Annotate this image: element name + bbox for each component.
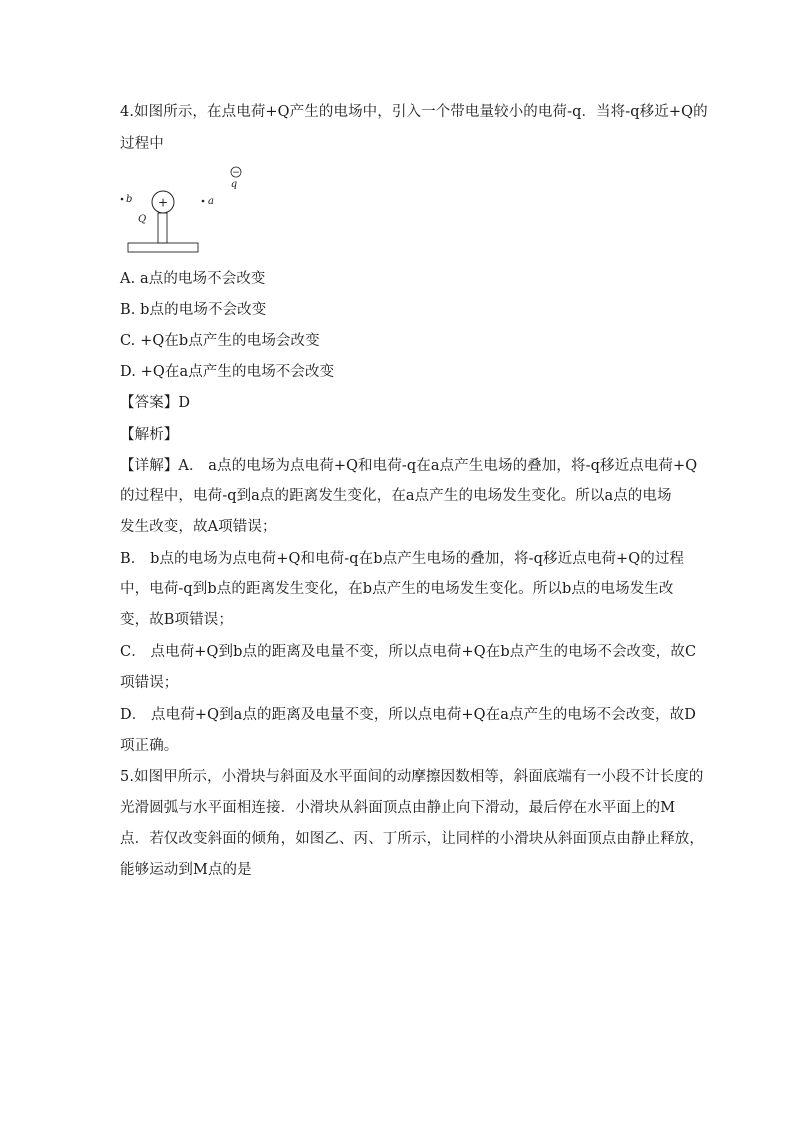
option-a: A. a点的电场不会改变 <box>120 271 266 287</box>
explanation-d-line-2: 项正确。 <box>120 738 179 754</box>
explanation-d-line-1: D． 点电荷+Q到a点的距离及电量不变，所以点电荷+Q在a点产生的电场不会改变，故D <box>120 707 696 723</box>
explanation-a-line-3: 发生改变，故A项错误； <box>120 519 277 535</box>
option-c: C. +Q在b点产生的电场会改变 <box>120 333 320 349</box>
question-5-line-1: 5.如图甲所示，小滑块与斜面及水平面间的动摩擦因数相等，斜面底端有一小段不计长度的 <box>120 769 704 785</box>
label-b: b <box>126 194 133 205</box>
label-Q: Q <box>138 214 147 225</box>
question-5-line-3: 点．若仅改变斜面的倾角，如图乙、丙、丁所示，让同样的小滑块从斜面顶点由静止释放， <box>120 831 704 847</box>
point-b-dot <box>121 198 124 201</box>
explanation-c-line-1: C． 点电荷+Q到b点的距离及电量不变，所以点电荷+Q在b点产生的电场不会改变，故C <box>120 644 697 660</box>
question-4-line-1: 4.如图所示，在点电荷+Q产生的电场中，引入一个带电量较小的电荷-q．当将-q移近+Q的 <box>120 104 708 120</box>
insulating-stand <box>158 213 167 243</box>
option-b: B. b点的电场不会改变 <box>120 302 267 318</box>
label-a: a <box>208 196 214 207</box>
question-5-line-2: 光滑圆弧与水平面相连接．小滑块从斜面顶点由静止向下滑动，最后停在水平面上的M <box>120 800 676 816</box>
question-4-line-2: 过程中 <box>120 136 164 152</box>
explanation-b-line-1: B． b点的电场为点电荷+Q和电荷-q在b点产生电场的叠加，将-q移近点电荷+Q的过程 <box>120 551 685 567</box>
point-a-dot <box>202 200 205 203</box>
option-d: D. +Q在a点产生的电场不会改变 <box>120 364 335 380</box>
question-5-line-4: 能够运动到M点的是 <box>120 862 252 878</box>
minus-sign: − <box>232 168 240 178</box>
analysis-heading: 【解析】 <box>120 427 179 443</box>
stand-base <box>128 243 198 252</box>
explanation-c-line-2: 项错误； <box>120 675 179 691</box>
explanation-a-line-2: 的过程中，电荷-q到a点的距离发生变化，在a点产生的电场发生变化。所以a点的电场 <box>120 488 672 504</box>
electric-field-figure <box>118 160 258 260</box>
label-q: q <box>230 179 238 190</box>
explanation-b-line-3: 变，故B项错误； <box>120 612 233 628</box>
answer: 【答案】D <box>120 395 191 411</box>
plus-sign: + <box>157 195 169 210</box>
charge-diagram <box>118 160 258 260</box>
explanation-b-line-2: 中，电荷-q到b点的距离发生变化，在b点产生的电场发生变化。所以b点的电场发生改 <box>120 581 674 597</box>
explanation-a-line-1: 【详解】A． a点的电场为点电荷+Q和电荷-q在a点产生电场的叠加，将-q移近点电荷+Q <box>120 458 698 474</box>
